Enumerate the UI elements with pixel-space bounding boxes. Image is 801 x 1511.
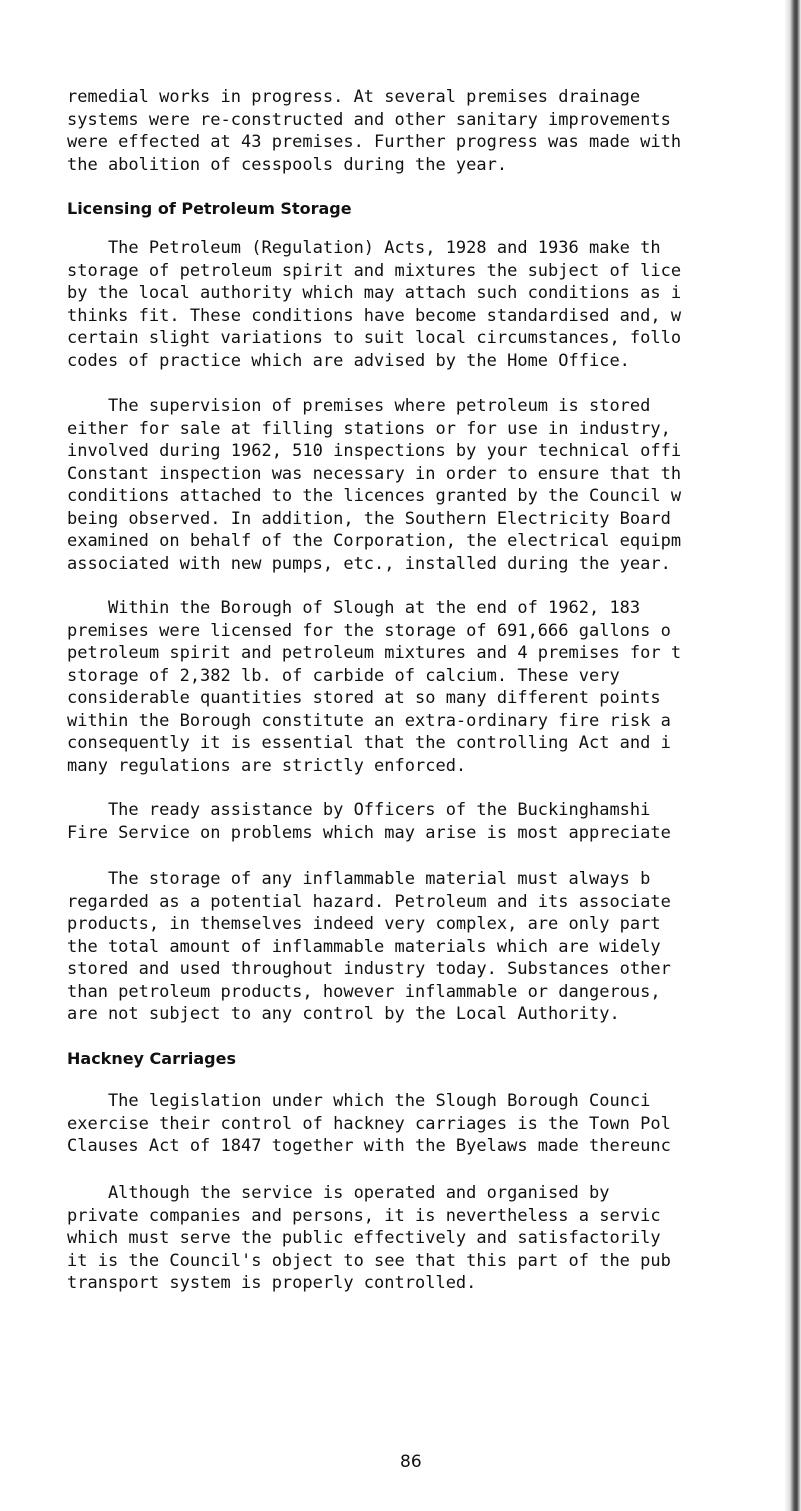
heading-hackney-carriages: Hackney Carriages [67,1049,236,1068]
paragraph-hackney-service: Although the service is operated and organised by private companies and persons, it is nevertheless a servic which must serve the public effectively and satisfactorily it is the Council's object to see that this part of the pub transport system is properly controlled. [67,1183,671,1293]
paragraph-borough-licences: Within the Borough of Slough at the end of 1962, 183 premises were licensed for the storage of 691,666 gallons o petroleum spirit and petroleum mixtures and 4 premises for t storage of 2,382 lb. of carbide of calcium. These very considerable quantities stored at so many different points within the Borough constitute an extra-ordinary fire risk a consequently it is essential that the controlling Act and i many regulations are strictly enforced. [67,598,682,776]
heading-licensing-petroleum-storage: Licensing of Petroleum Storage [67,199,352,218]
intro-paragraph: remedial works in progress. At several premises drainage systems were re-constructed and other sanitary improvements were effected at 43 premises. Further progress was made with the abolition of cesspools during the year. [67,87,682,175]
paragraph-supervision: The supervision of premises where petroleum is stored either for sale at filling stations or for use in industry, involved during 1962, 510 inspections by your technical offi Constant inspection was necessary in order to ensure that th conditions attached to the licences granted by the Council w being observed. In addition, the Southern Electricity Board examined on behalf of the Corporation, the electrical equipm associated with new pumps, etc., installed during the year. [67,396,682,574]
paragraph-hackney-legislation: The legislation under which the Slough Borough Counci exercise their control of hackney carriages is the Town Pol Clauses Act of 1847 together with the Byelaws made thereunc [67,1091,671,1156]
page-binding-edge [784,0,801,1511]
paragraph-petroleum-acts: The Petroleum (Regulation) Acts, 1928 and 1936 make th storage of petroleum spirit and mixtures the subject of lice by the local authority which may attach such conditions as i thinks fit. These conditions have become standardised and, w certain slight variations to suit local circumstances, follo codes of practice which are advised by the Home Office. [67,238,682,371]
paragraph-inflammable-material: The storage of any inflammable material must always b regarded as a potential hazard. Petroleum and its associate products, in themselves indeed very complex, are only part the total amount of inflammable materials which are widely stored and used throughout industry today. Substances other than petroleum products, however inflammable or dangerous, are not subject to any control by the Local Authority. [67,869,671,1024]
paragraph-fire-service: The ready assistance by Officers of the Buckinghamshi Fire Service on problems which may arise is most appreciate [67,800,671,843]
page-number: 86 [400,1452,422,1472]
